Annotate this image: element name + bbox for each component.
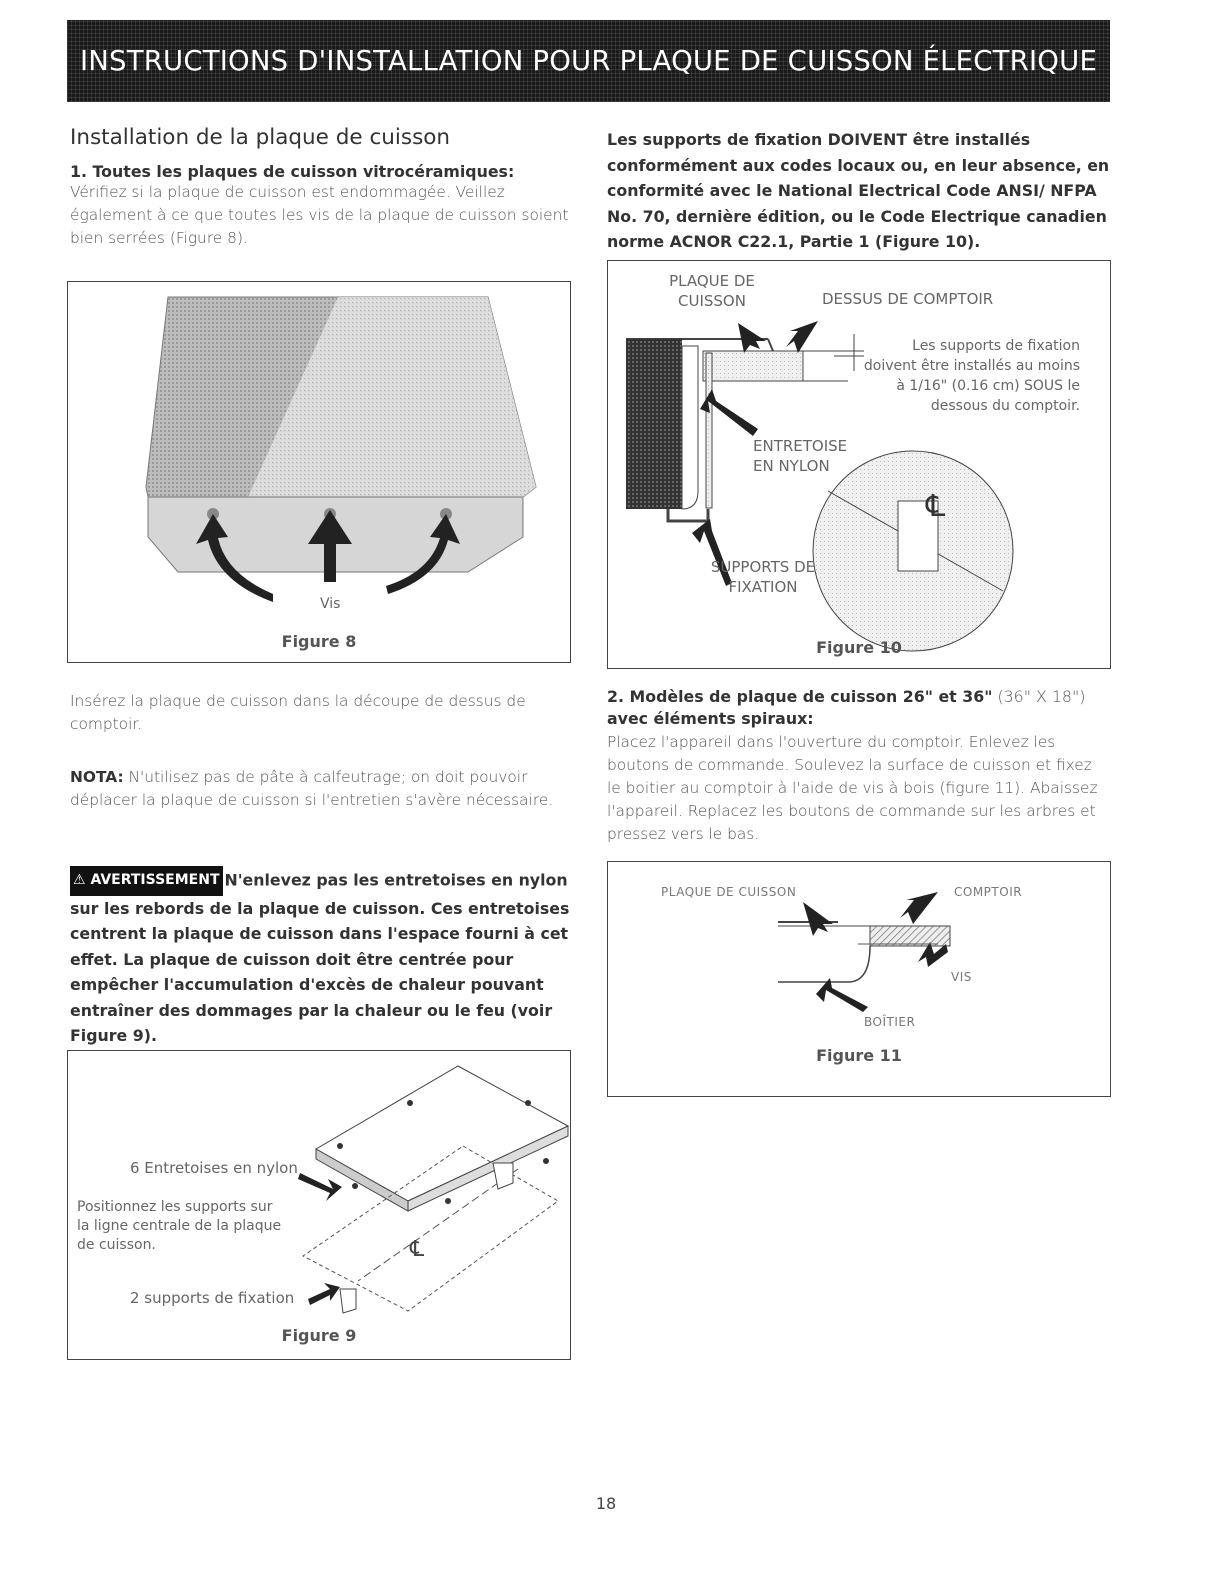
figure-10-drawing xyxy=(608,261,1110,668)
step1-body: Vérifiez si la plaque de cuisson est endommagée. Veillez également à ce que toutes les vis de la plaque de cuisson soient bien serrées (Figure 8). xyxy=(70,183,569,247)
left-column xyxy=(70,125,570,250)
nota-label: NOTA: xyxy=(70,768,124,786)
fig8-caption: Figure 8 xyxy=(281,632,357,651)
arrow-icon xyxy=(786,321,818,353)
arrow-icon xyxy=(803,902,833,936)
nota-paragraph xyxy=(70,766,565,812)
fig9-label-brackets: 2 supports de fixation xyxy=(130,1289,295,1307)
section-title: Installation de la plaque de cuisson xyxy=(70,125,451,150)
svg-text:℄: ℄ xyxy=(926,489,946,524)
nota-text: N'utilisez pas de pâte à calfeutrage; on doit pouvoir déplacer la plaque de cuisson si l'entretien s'avère nécessaire. xyxy=(70,768,554,809)
fig10-caption: Figure 10 xyxy=(816,638,902,657)
right-column xyxy=(607,127,1110,255)
fig10-label-entretoise: ENTRETOISE EN NYLON xyxy=(753,437,848,475)
page-title: INSTRUCTIONS D'INSTALLATION POUR PLAQUE DE CUISSON ÉLECTRIQUE xyxy=(79,45,1098,77)
bracket xyxy=(706,353,712,508)
figure-10 xyxy=(607,260,1111,669)
countertop xyxy=(703,351,803,381)
figure-8 xyxy=(67,281,571,663)
step1-heading: 1. Toutes les plaques de cuisson vitrocéramiques: xyxy=(70,162,515,181)
arrow-icon xyxy=(308,1283,340,1305)
step2-heading-2: avec éléments spiraux: xyxy=(607,709,814,728)
figure-11 xyxy=(607,861,1111,1097)
fig8-label-vis: Vis xyxy=(320,596,341,612)
arrow-icon xyxy=(298,1173,342,1201)
cooktop-box xyxy=(778,946,870,982)
step2-body: Placez l'appareil dans l'ouverture du comptoir. Enlevez les boutons de commande. Soulevez la surface de cuisson et fixez le boitier au comptoir à l'aide de vis à bois (figure 11). Abaissez l'appareil. Replacez les boutons de commande sur les arbres et pressez vers le bas. xyxy=(607,733,1098,843)
cabinet-panel xyxy=(626,339,682,509)
warning-text: N'enlevez pas les entretoises en nylon sur les rebords de la plaque de cuisson. Ces entretoises centrent la plaque de cuisson dans l'espace fourni à cet effet. La plaque de cuisson doit être centrée pour empêcher l'accumulation d'excès de chaleur pouvant entraîner des dommages par la chaleur ou le feu (voir Figure 9). xyxy=(70,870,570,1045)
brackets-text: Les supports de fixation DOIVENT être installés conformément aux codes locaux ou, en leur absence, en conformité avec le National Electrical Code ANSI/ NFPA No. 70, dernière édition, ou le Code Electrique canadien norme ACNOR C22.1, Partie 1 (Figure 10). xyxy=(607,130,1110,251)
arrow-icon xyxy=(816,978,868,1012)
warning-block xyxy=(70,866,570,1049)
warning-badge: ⚠ AVERTISSEMENT xyxy=(70,866,223,896)
fig11-label-plaque: PLAQUE DE CUISSON xyxy=(661,885,797,899)
fig11-label-vis: VIS xyxy=(951,970,972,984)
fig10-label-dessus: DESSUS DE COMPTOIR xyxy=(822,290,994,308)
bracket-icon xyxy=(340,1289,356,1313)
bracket-icon xyxy=(493,1163,513,1189)
fig10-label-plaque: PLAQUE DE CUISSON xyxy=(669,272,755,310)
insert-text: Insérez la plaque de cuisson dans la découpe de dessus de comptoir. xyxy=(70,692,526,733)
svg-text:℄: ℄ xyxy=(410,1237,425,1262)
countertop xyxy=(870,926,950,946)
fig10-label-note: Les supports de fixation doivent être installés au moins à 1/16" (0.16 cm) SOUS le dessous du comptoir. xyxy=(863,338,1080,414)
insert-paragraph xyxy=(70,690,565,736)
fig11-label-comptoir: COMPTOIR xyxy=(954,885,1023,899)
step2-block: 2. Modèles de plaque de cuisson 26" et 36" (36" X 18") avec éléments spiraux: Placez l'appareil dans l'ouverture du comptoir. Enlevez les boutons de commande. Soulevez la surface de cuisson et fixez le boitier au comptoir à l'aide de vis à bois (figure 11). Abaissez l'appareil. Replacez les boutons de commande sur les arbres et pressez vers le bas. xyxy=(607,686,1110,846)
fig9-label-position: Positionnez les supports sur la ligne centrale de la plaque de cuisson. xyxy=(77,1199,282,1253)
figure-9 xyxy=(67,1050,571,1360)
fig9-label-spacers: 6 Entretoises en nylon xyxy=(130,1159,298,1177)
fig11-caption: Figure 11 xyxy=(816,1046,902,1065)
header-banner xyxy=(67,20,1110,102)
step2-heading: 2. Modèles de plaque de cuisson 26" et 36" xyxy=(607,687,993,706)
fig11-label-boitier: BOÎTIER xyxy=(864,1015,916,1029)
fig9-caption: Figure 9 xyxy=(281,1326,357,1345)
figure-8-drawing xyxy=(68,282,570,662)
fig10-label-supports: SUPPORTS DE FIXATION xyxy=(710,558,816,596)
page-number: 18 xyxy=(595,1494,617,1513)
arrow-icon xyxy=(900,892,938,924)
